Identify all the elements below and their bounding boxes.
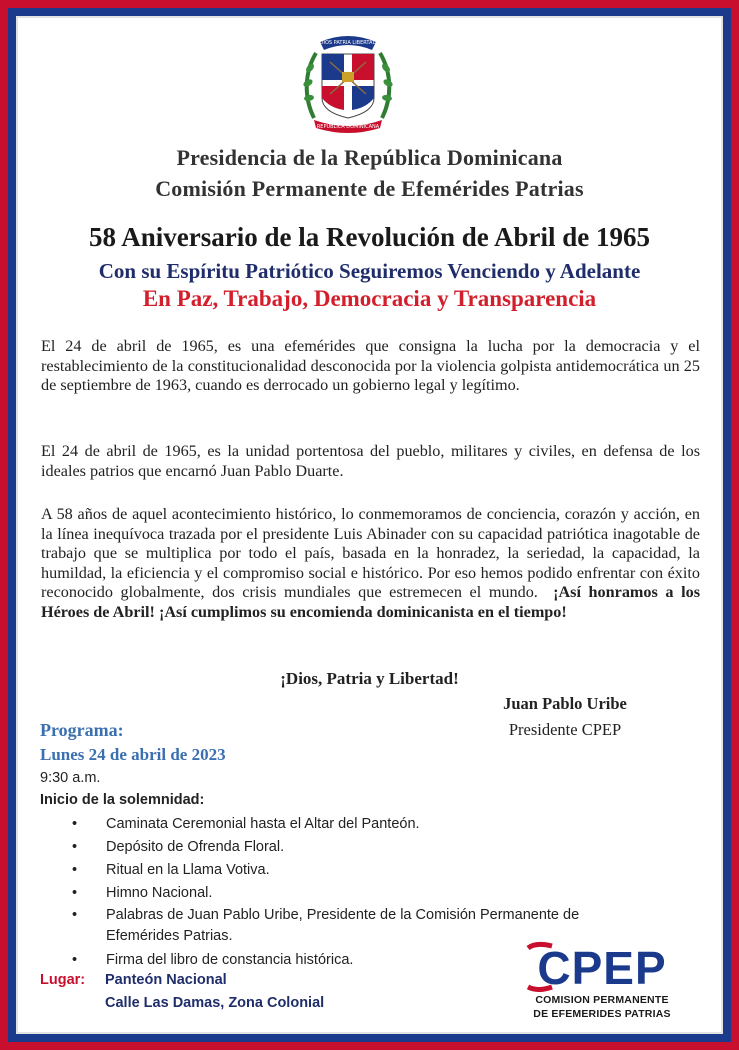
cpep-logo: [522, 940, 682, 1026]
list-item-text: Palabras de Juan Pablo Uribe, Presidente de la Comisión Permanente de Efemérides Patrias.: [106, 907, 580, 944]
cpep-wordmark-icon: [522, 940, 682, 992]
bullet: •: [72, 816, 78, 832]
list-item-text: Caminata Ceremonial hasta el Altar del Panteón.: [106, 816, 420, 832]
bullet: •: [72, 885, 78, 901]
program-heading: Programa:: [40, 720, 124, 740]
place-label: Lugar:: [40, 972, 86, 988]
paragraph-1: El 24 de abril de 1965, es una efemérides que consigna la lucha por la democracia y el restablecimiento de la constitucionalidad desconocida por la violencia golpista antidemocrática un 25 de septiembre de 1963, cuando es derrocado un gobierno legal y legítimo.: [41, 337, 700, 394]
seal-ribbon-top: DIOS PATRIA LIBERTAD: [319, 40, 377, 46]
place-line-1: Panteón Nacional: [105, 972, 227, 988]
paragraph-3-text: A 58 años de aquel acontecimiento histórico, lo conmemoramos de conciencia, corazón y acción, en la línea inequívoca trazada por el presidente Luis Abinader con su capacidad patriótica inagotable de trabajo que se multiplica por todo el país, basada en la honradez, la seriedad, la capacidad, la humildad, la eficiencia y el compromiso social e histórico. Por eso hemos podido enfrentar con éxito reconocido globalmente, dos crisis mundiales que estremecen el mundo.: [41, 505, 700, 601]
list-item-text: Himno Nacional.: [106, 885, 213, 901]
header-line-1: Presidencia de la República Dominicana: [176, 145, 563, 170]
bullet: •: [72, 839, 78, 855]
program-date: Lunes 24 de abril de 2023: [40, 745, 226, 764]
paragraph-3: [41, 505, 700, 622]
closing-motto: ¡Dios, Patria y Libertad!: [280, 669, 459, 688]
list-item: [70, 813, 680, 836]
header-line-2: Comisión Permanente de Efemérides Patrias: [155, 176, 584, 201]
bullet: •: [72, 862, 78, 878]
list-item: [70, 859, 680, 882]
list-item-text: Depósito de Ofrenda Floral.: [106, 839, 285, 855]
paragraph-3-bold: ¡Así honramos a los Héroes de Abril! ¡Así cumplimos su encomienda dominicanista en el tiempo!: [41, 583, 701, 621]
logo-subtitle-1: COMISION PERMANENTE: [535, 994, 669, 1006]
page-title: 58 Aniversario de la Revolución de Abril de 1965: [88, 222, 650, 252]
program-time: 9:30 a.m.: [40, 770, 101, 786]
subtitle: Con su Espíritu Patriótico Seguiremos Venciendo y Adelante: [98, 259, 641, 283]
place-line-2: Calle Las Damas, Zona Colonial: [105, 995, 325, 1011]
bullet: •: [72, 907, 78, 923]
logo-subtitle-2: DE EFEMERIDES PATRIAS: [533, 1008, 671, 1020]
cpep-wordmark: CPEP: [537, 942, 667, 992]
list-item-text: Firma del libro de constancia histórica.: [106, 952, 354, 968]
signature-name: Juan Pablo Uribe: [503, 694, 627, 713]
seal-ribbon-bottom: REPÚBLICA DOMINICANA: [316, 124, 380, 130]
coat-of-arms-icon: [300, 28, 396, 136]
list-item: [70, 836, 680, 859]
program-intro: Inicio de la solemnidad:: [40, 792, 205, 808]
signature-title: Presidente CPEP: [508, 720, 622, 739]
list-item: [70, 882, 680, 905]
bullet: •: [72, 952, 78, 968]
motto-headline: En Paz, Trabajo, Democracia y Transparencia: [142, 286, 597, 311]
paragraph-2: El 24 de abril de 1965, es la unidad portentosa del pueblo, militares y civiles, en defensa de los ideales patrios que encarnó Juan Pablo Duarte.: [41, 442, 700, 480]
list-item-text: Ritual en la Llama Votiva.: [106, 862, 270, 878]
